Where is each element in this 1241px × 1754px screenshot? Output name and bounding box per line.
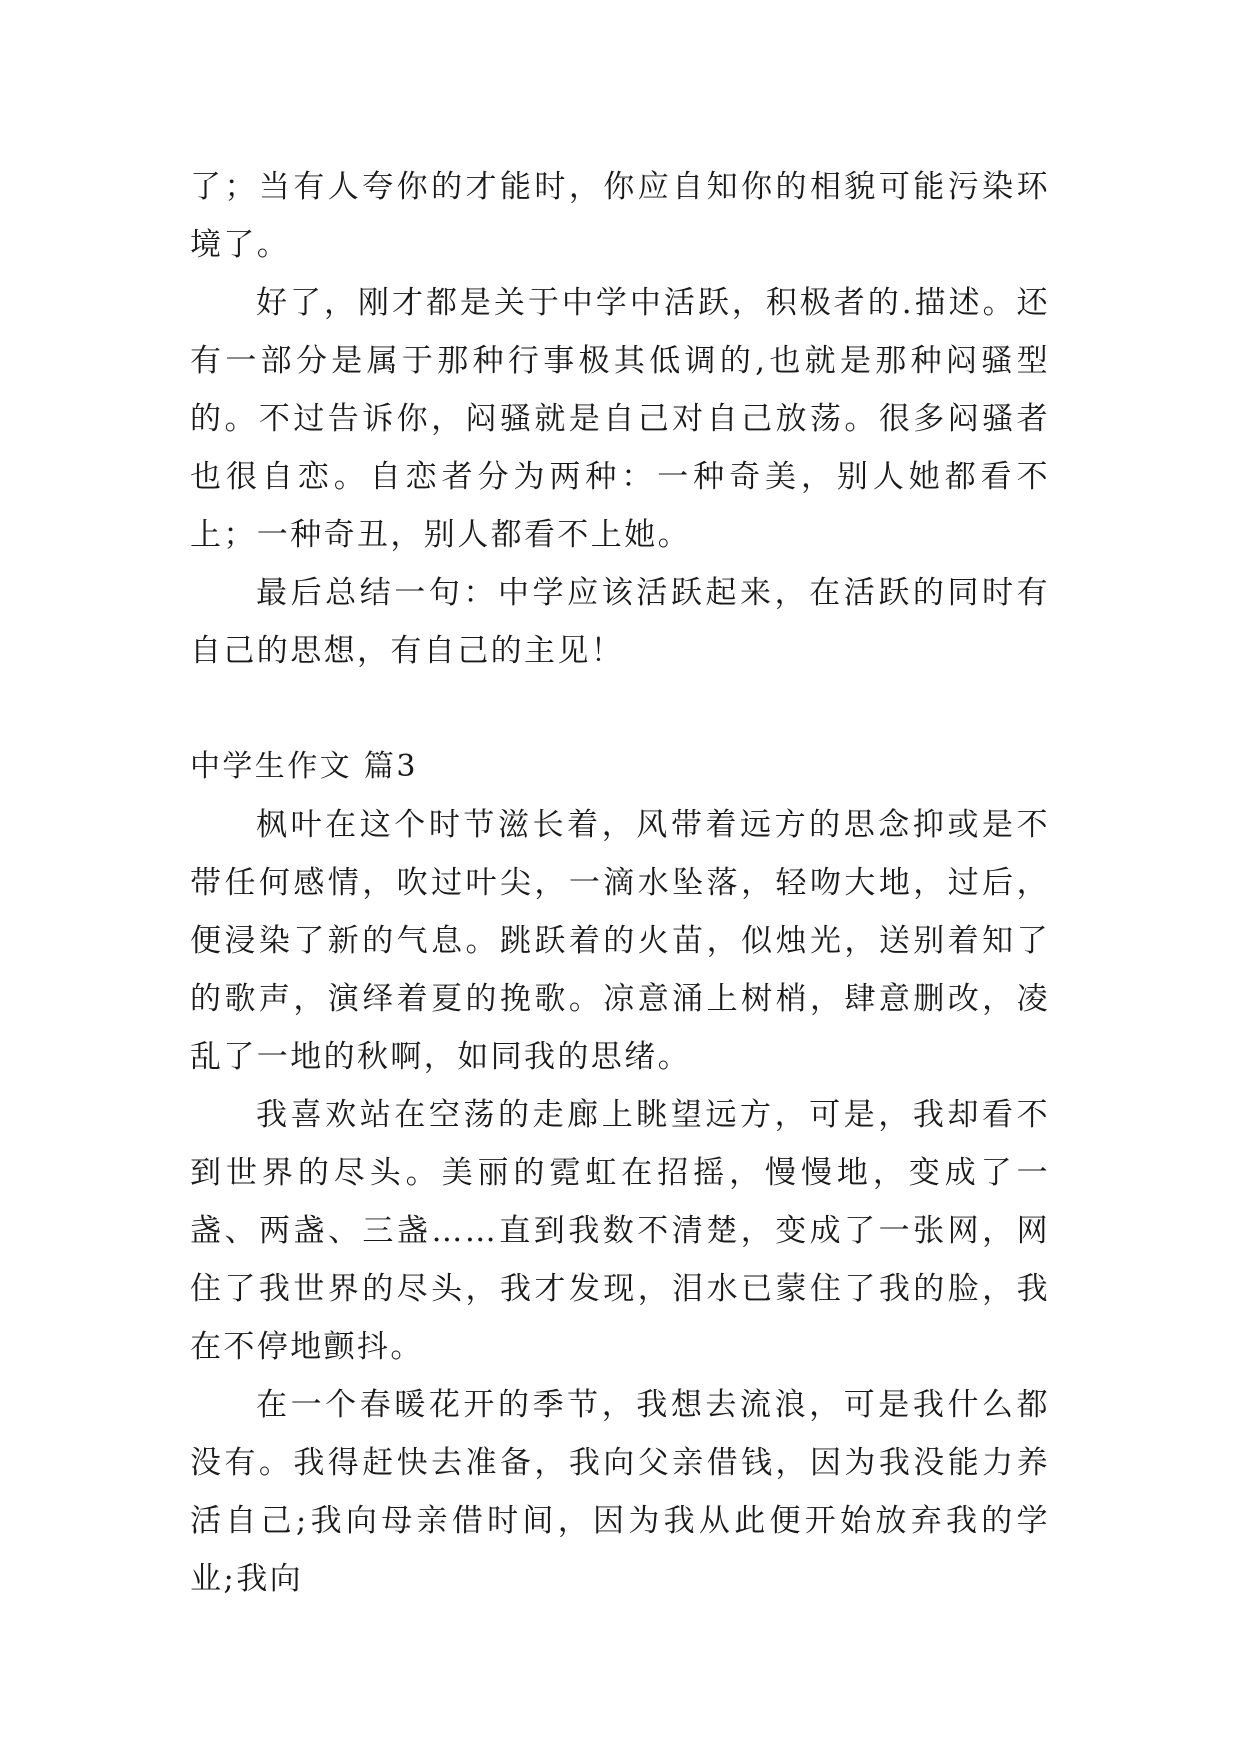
paragraph-maple: 枫叶在这个时节滋长着，风带着远方的思念抑或是不带任何感情，吹过叶尖，一滴水坠落，轻吻大地，过后，便浸染了新的气息。跳跃着的火苗，似烛光，送别着知了的歌声，演绎着夏的挽歌。凉意涌上树梢，肆意删改，凌乱了一地的秋啊，如同我的思绪。: [190, 807, 1050, 1075]
document-body: [190, 158, 1050, 1608]
paragraph-low-key: 好了，刚才都是关于中学中活跃，积极者的.描述。还有一部分是属于那种行事极其低调的,也就是那种闷骚型的。不过告诉你，闷骚就是自己对自己放荡。很多闷骚者也很自恋。自恋者分为两种：一种奇美，别人她都看不上；一种奇丑，别人都看不上她。: [190, 285, 1050, 553]
section-heading: 中学生作文 篇3: [190, 749, 418, 784]
paragraph-spring: 在一个春暖花开的季节，我想去流浪，可是我什么都没有。我得赶快去准备，我向父亲借钱，因为我没能力养活自己;我向母亲借时间，因为我从此便开始放弃我的学业;我向: [190, 1387, 1050, 1597]
paragraph-continued: 了；当有人夸你的才能时，你应自知你的相貌可能污染环境了。: [190, 169, 1050, 263]
paragraph-conclusion: 最后总结一句：中学应该活跃起来，在活跃的同时有自己的思想，有自己的主见！: [190, 575, 1050, 669]
paragraph-corridor: 我喜欢站在空荡的走廊上眺望远方，可是，我却看不到世界的尽头。美丽的霓虹在招摇，慢慢地，变成了一盏、两盏、三盏……直到我数不清楚，变成了一张网，网住了我世界的尽头，我才发现，泪水已蒙住了我的脸，我在不停地颤抖。: [190, 1097, 1050, 1365]
